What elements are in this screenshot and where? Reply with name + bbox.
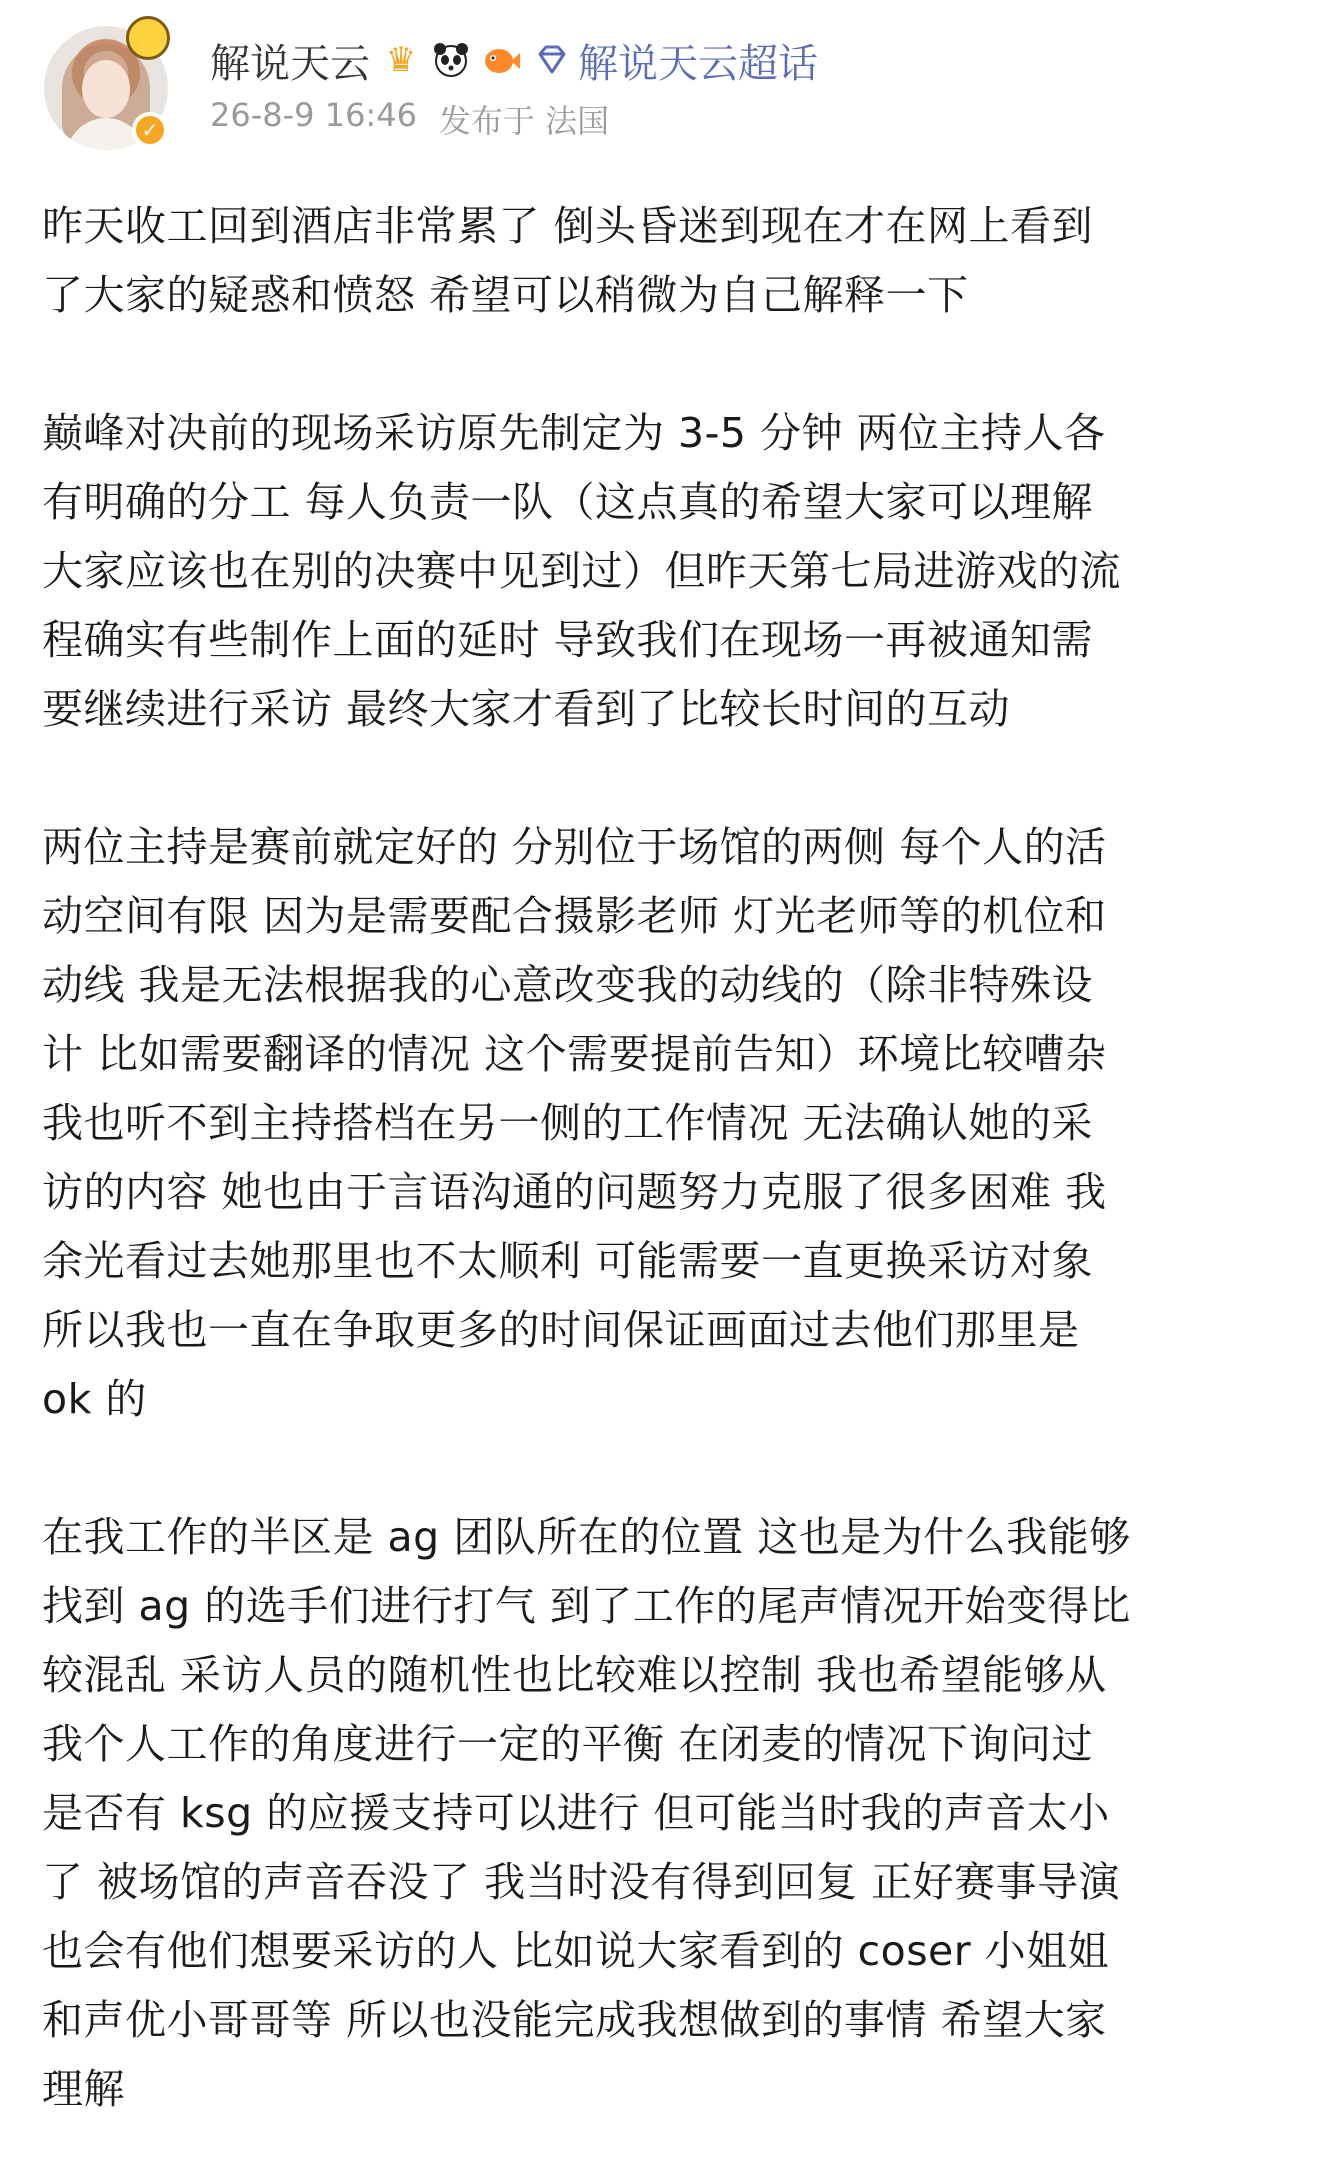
verified-icon: ✓ xyxy=(132,112,168,148)
post-timestamp: 26-8-9 16:46 xyxy=(210,96,417,134)
post-content xyxy=(42,192,1292,2124)
fish-badge-icon[interactable] xyxy=(480,39,522,81)
panda-badge-icon[interactable] xyxy=(430,39,472,81)
post-paragraph: 两位主持是赛前就定好的 分别位于场馆的两侧 每个人的活 动空间有限 因为是需要配合摄影老师 灯光老师等的机位和 动线 我是无法根据我的心意改变我的动线的（除非特殊设 计 比如需要翻译的情况 这个需要提前告知）环境比较嘈杂 我也听不到主持搭档在另一侧的工作情况 无法确认她的采 访的内容 她也由于言语沟通的问题努力克服了很多困难 我 余光看过去她那里也不太顺利 可能需要一直更换采访对象 所以我也一直在争取更多的时间保证画面过去他们那里是 ok 的 xyxy=(42,823,1107,1423)
crown-badge-icon[interactable]: ♛ xyxy=(385,40,417,80)
avatar-pendant-icon xyxy=(126,16,170,60)
author-name-row xyxy=(210,34,818,86)
author-name[interactable]: 解说天云 xyxy=(210,40,370,87)
chaohua-link[interactable]: 解说天云超话 xyxy=(578,40,818,87)
author-avatar[interactable] xyxy=(42,24,174,156)
avatar-face xyxy=(82,60,130,118)
chaohua-diamond-icon xyxy=(534,41,572,79)
post-meta xyxy=(210,96,631,142)
post-paragraph: 昨天收工回到酒店非常累了 倒头昏迷到现在才在网上看到 了大家的疑惑和愤怒 希望可以稍微为自己解释一下 xyxy=(42,202,1094,319)
post-header xyxy=(42,24,1282,164)
post-paragraph: 巅峰对决前的现场采访原先制定为 3-5 分钟 两位主持人各 有明确的分工 每人负责一队（这点真的希望大家可以理解 大家应该也在别的决赛中见到过）但昨天第七局进游戏的流 程确实有些制作上面的延时 导致我们在现场一再被通知需 要继续进行采访 最终大家才看到了比较长时间的互动 xyxy=(42,409,1121,733)
post-location: 发布于 法国 xyxy=(438,102,610,140)
post-paragraph: 在我工作的半区是 ag 团队所在的位置 这也是为什么我能够 找到 ag 的选手们进行打气 到了工作的尾声情况开始变得比 较混乱 采访人员的随机性也比较难以控制 我也希望能够从 我个人工作的角度进行一定的平衡 在闭麦的情况下询问过 是否有 ksg 的应援支持可以进行 但可能当时我的声音太小 了 被场馆的声音吞没了 我当时没有得到回复 正好赛事导演 也会有他们想要采访的人 比如说大家看到的 coser 小姐姐 和声优小哥哥等 所以也没能完成我想做到的事情 希望大家 理解 xyxy=(42,1513,1131,2113)
